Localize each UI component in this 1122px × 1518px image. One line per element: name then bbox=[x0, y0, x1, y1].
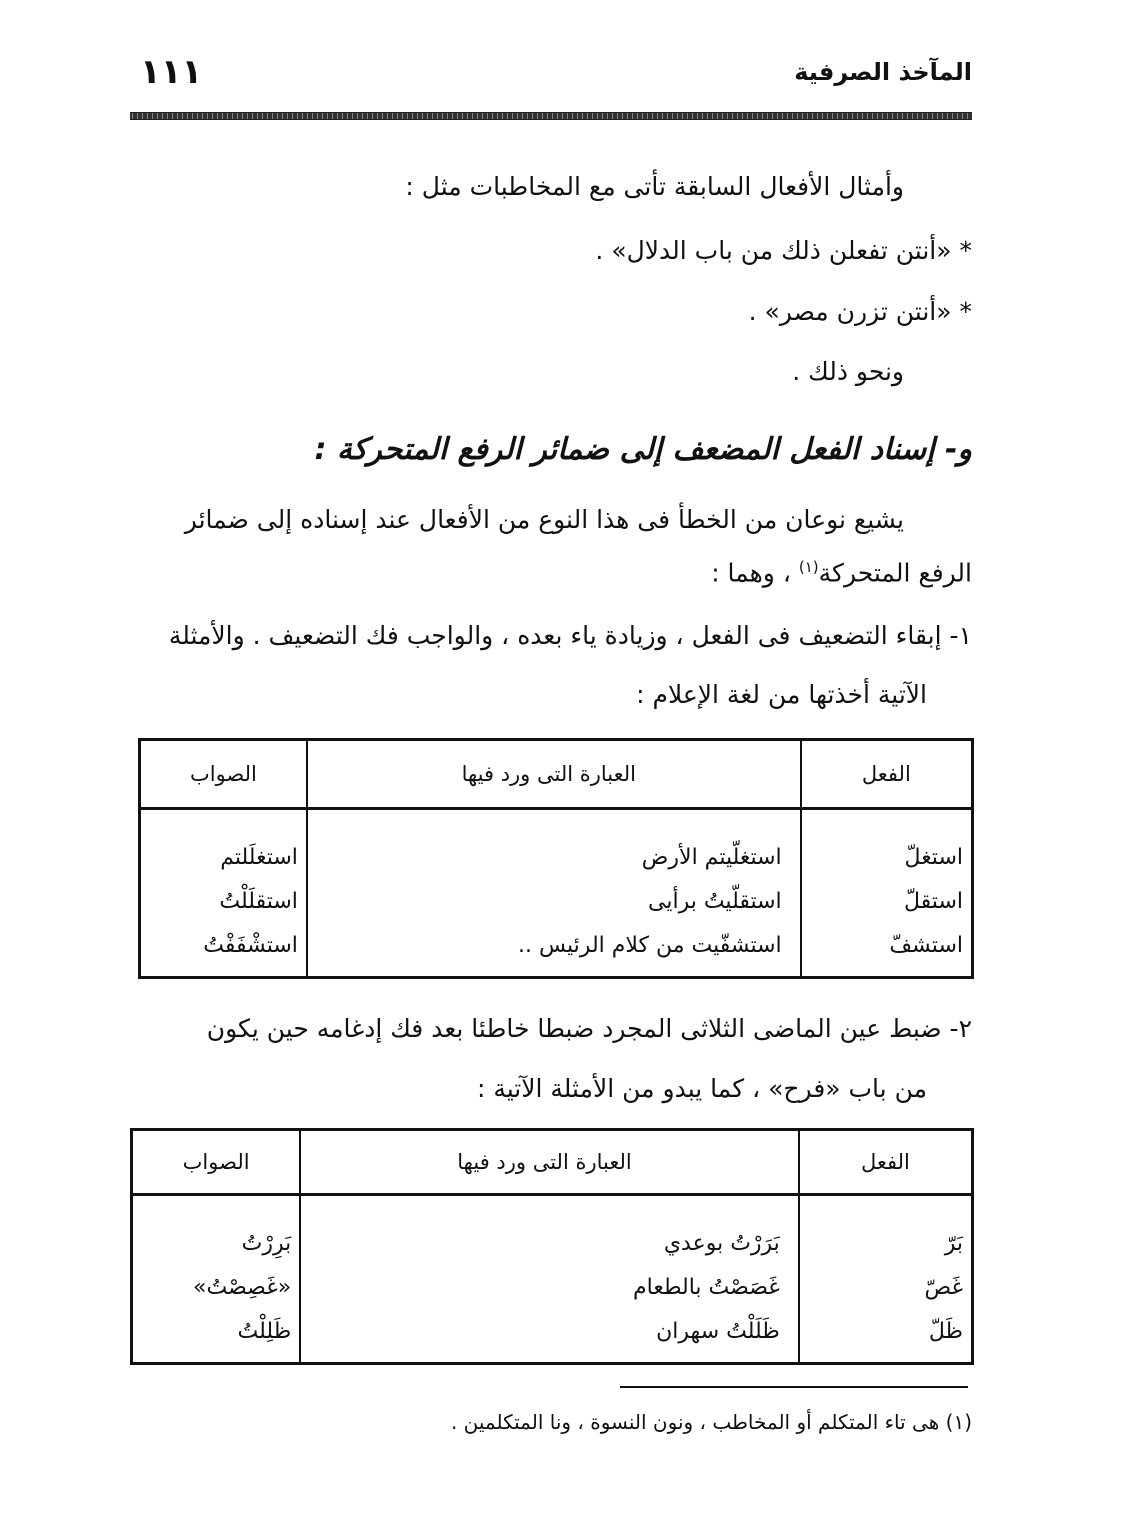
verb-cell: استغلّ bbox=[904, 845, 963, 870]
table-header-row bbox=[132, 1130, 973, 1195]
correction-cell: بَرِرْتُ bbox=[241, 1231, 292, 1256]
example-line-1: * «أنتن تفعلن ذلك من باب الدلال» . bbox=[595, 236, 972, 265]
sentence-cell: بَرَرْتُ بوعدي bbox=[663, 1231, 780, 1256]
intro-line: وأمثال الأفعال السابقة تأتى مع المخاطبات مثل : bbox=[405, 172, 904, 201]
example-line-2: * «أنتن تزرن مصر» . bbox=[748, 297, 972, 326]
footnote-rule bbox=[620, 1386, 968, 1388]
verb-cell: ظَلّ bbox=[928, 1319, 963, 1344]
verb-cell: بَرّ bbox=[944, 1231, 963, 1256]
item-2-line-1: ٢- ضبط عين الماضى الثلاثى المجرد ضبطا خاطئا بعد فك إدغامه حين يكون bbox=[206, 1014, 972, 1043]
header-sentence: العبارة التى ورد فيها bbox=[300, 1130, 799, 1195]
corrections-column bbox=[140, 809, 307, 978]
correction-cell: استشْفَفْتُ bbox=[203, 933, 298, 958]
item-1-line-2: الآتية أخذتها من لغة الإعلام : bbox=[636, 680, 927, 709]
correction-cell: ظَلِلْتُ bbox=[237, 1319, 292, 1344]
verb-cell: استقلّ bbox=[904, 889, 963, 914]
header-correct: الصواب bbox=[132, 1130, 301, 1195]
examples-table-1 bbox=[138, 738, 974, 979]
footnote-marker: (١) bbox=[798, 558, 819, 576]
verb-cell: استشفّ bbox=[889, 933, 963, 958]
sentence-cell: استغلّيتم الأرض bbox=[641, 845, 782, 870]
examples-table-2 bbox=[130, 1128, 974, 1365]
verb-cell: غَصّ bbox=[924, 1275, 963, 1300]
correction-cell: استغلَلتم bbox=[220, 845, 298, 870]
paragraph-line-2-end: ، وهما : bbox=[711, 558, 799, 588]
header-sentence: العبارة التى ورد فيها bbox=[307, 740, 801, 809]
correction-cell: استقلَلْتُ bbox=[219, 889, 298, 914]
running-header-title: المآخذ الصرفية bbox=[794, 58, 972, 86]
sentence-cell: استقلّيتُ برأيى bbox=[648, 889, 782, 914]
table-row bbox=[132, 1195, 973, 1364]
table-row bbox=[140, 809, 973, 978]
section-heading: و- إسناد الفعل المضعف إلى ضمائر الرفع المتحركة : bbox=[314, 432, 972, 467]
footnote: (١) هى تاء المتكلم أو المخاطب ، ونون النسوة ، ونا المتكلمين . bbox=[450, 1410, 972, 1434]
item-1-line-1: ١- إبقاء التضعيف فى الفعل ، وزيادة ياء بعده ، والواجب فك التضعيف . والأمثلة bbox=[168, 621, 972, 650]
sentence-cell: استشفّيت من كلام الرئيس .. bbox=[518, 933, 782, 958]
verbs-column bbox=[799, 1195, 973, 1364]
paragraph-line-2 bbox=[711, 558, 972, 587]
sentences-column bbox=[307, 809, 801, 978]
corrections-column bbox=[132, 1195, 301, 1364]
sentence-cell: ظَلَلْتُ سهران bbox=[656, 1319, 780, 1344]
paragraph-line-2-text: الرفع المتحركة bbox=[818, 558, 972, 588]
header-rule bbox=[130, 112, 972, 120]
table-header-row bbox=[140, 740, 973, 809]
verbs-column bbox=[801, 809, 973, 978]
header-correct: الصواب bbox=[140, 740, 307, 809]
intro-closing-line: ونحو ذلك . bbox=[792, 357, 904, 386]
paragraph-line-1: يشيع نوعان من الخطأ فى هذا النوع من الأفعال عند إسناده إلى ضمائر bbox=[184, 505, 904, 534]
header-verb: الفعل bbox=[801, 740, 973, 809]
sentences-column bbox=[300, 1195, 799, 1364]
item-2-line-2: من باب «فرح» ، كما يبدو من الأمثلة الآتية : bbox=[476, 1074, 927, 1103]
header-verb: الفعل bbox=[799, 1130, 973, 1195]
page-number: ١١١ bbox=[140, 52, 203, 92]
sentence-cell: غَصَصْتُ بالطعام bbox=[633, 1275, 780, 1300]
correction-cell: «غَصِصْتُ» bbox=[193, 1275, 292, 1300]
